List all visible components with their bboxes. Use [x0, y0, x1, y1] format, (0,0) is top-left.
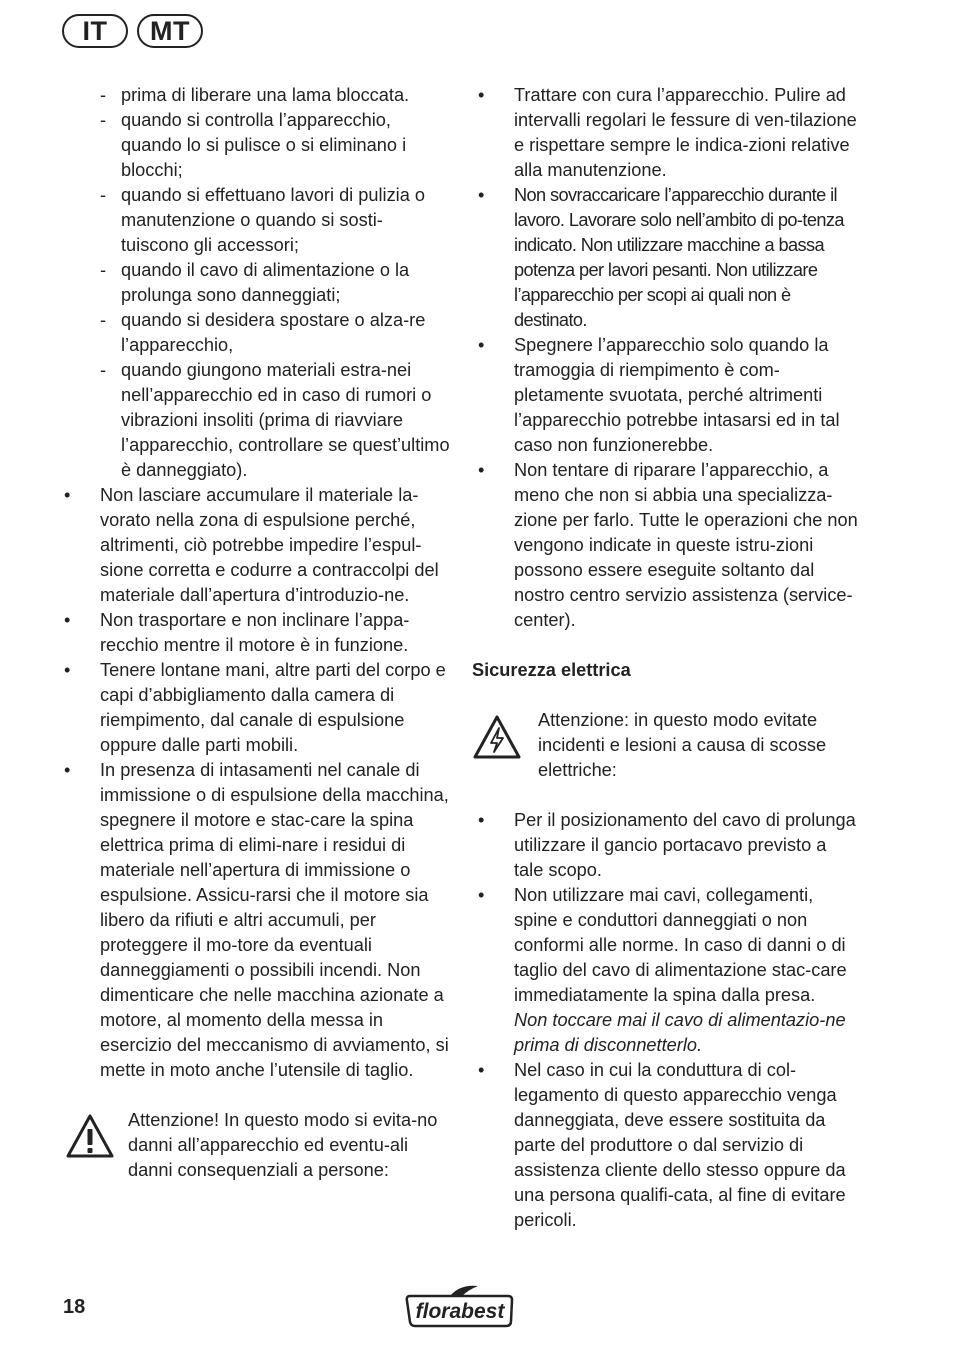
dash-item: - quando il cavo di alimentazione o la prolunga sono danneggiati;: [100, 260, 410, 305]
dash-item: - quando si desidera spostare o alza-re l’apparecchio,: [100, 310, 426, 355]
electric-notice: [472, 708, 860, 783]
lang-badge-mt: MT: [137, 14, 203, 48]
lightning-triangle-icon: [472, 714, 522, 760]
florabest-logo: [404, 1284, 516, 1328]
logo-text: florabest: [415, 1300, 505, 1323]
left-column: [58, 83, 450, 1183]
page-number: 18: [63, 1296, 86, 1318]
bullet-item: • Per il posizionamento del cavo di prolunga utilizzare il gancio portacavo previsto a tale scopo.: [478, 810, 856, 880]
bullet-item: • In presenza di intasamenti nel canale di immissione o di espulsione della macchina, spegnere il motore e stac-care la spina elettrica prima di elimi-nare i residui di materiale nell’apertura di immissione o espulsione. Assicu-rarsi che il motore sia libero da rifiuti e altri accumuli, per proteggere il mo-tore da eventuali danneggiamenti o possibili incendi. Non dimenticare che nelle macchina azionate a motore, al momento della messa in esercizio del meccanismo di avviamento, si mette in moto anche l’utensile di taglio.: [64, 760, 449, 1080]
right-column: [472, 83, 860, 1233]
caution-notice: [58, 1108, 450, 1183]
bullet-item: • Non trasportare e non inclinare l’appa-recchio mentre il motore è in funzione.: [64, 610, 410, 655]
electric-text: Attenzione: in questo modo evitate incidenti e lesioni a causa di scosse elettriche:: [538, 710, 827, 780]
dash-item: - quando si effettuano lavori di pulizia o manutenzione o quando si sosti-tuiscono gli accessori;: [100, 185, 426, 255]
lang-badge-it: IT: [62, 14, 128, 48]
bullet-item: • Tenere lontane mani, altre parti del corpo e capi d’abbigliamento dalla camera di riempimento, dal canale di espulsione oppure dalle parti mobili.: [64, 660, 446, 755]
bullet-item: • Spegnere l’apparecchio solo quando la tramoggia di riempimento è com-pletamente svuotata, perché altrimenti l’apparecchio potrebbe intasarsi ed in tal caso non funzionerebbe.: [478, 335, 840, 455]
bullet-item: • Non utilizzare mai cavi, collegamenti, spine e conduttori danneggiati o non conformi alle norme. In caso di danni o di taglio del cavo di alimentazione stac-care immediatamente la spina dalla presa. Non toccare mai il cavo di alimentazio-ne prima di disconnetterlo.: [472, 883, 860, 1058]
exclamation-triangle-icon: [65, 1113, 115, 1159]
italic-note: Non toccare mai il cavo di alimentazio-ne prima di disconnetterlo.: [514, 1010, 846, 1055]
bullet-item: • Non tentare di riparare l’apparecchio, a meno che non si abbia una specializza-zione per farlo. Tutte le operazioni che non vengono indicate in queste istru-zioni possono essere eseguite soltanto dal nostro centro servizio assistenza (service-center).: [478, 460, 858, 630]
bullet-item: • Non lasciare accumulare il materiale la-vorato nella zona di espulsione perché, altrimenti, ciò potrebbe impedire l’espul-sione corretta e codurre a contraccolpi del materiale dall’apertura d’introduzio-ne.: [64, 485, 439, 605]
dash-item: - quando giungono materiali estra-nei nell’apparecchio ed in caso di rumori o vibrazioni insoliti (prima di riavviare l’apparecchio, controllare se quest’ultimo è danneggiato).: [100, 360, 450, 480]
dash-item: - quando si controlla l’apparecchio, quando lo si pulisce o si eliminano i blocchi;: [100, 110, 407, 180]
dash-item: - prima di liberare una lama bloccata.: [100, 85, 410, 105]
section-heading: Sicurezza elettrica: [472, 660, 631, 680]
caution-text: Attenzione! In questo modo si evita-no danni all’apparecchio ed eventu-ali danni consequenziali a persone:: [128, 1110, 438, 1180]
bullet-item: • Non sovraccaricare l’apparecchio durante il lavoro. Lavorare solo nell’ambito di po-tenza indicato. Non utilizzare macchine a bassa potenza per lavori pesanti. Non utilizzare l’apparecchio per scopi ai quali non è destinato.: [478, 185, 844, 330]
bullet-item: • Trattare con cura l’apparecchio. Pulire ad intervalli regolari le fessure di ven-tilazione e rispettare sempre le indica-zioni relative alla manutenzione.: [478, 85, 857, 180]
bullet-item: • Nel caso in cui la conduttura di col-legamento di questo apparecchio venga danneggiata, deve essere sostituita da parte del produttore o dal servizio di assistenza cliente dello stesso oppure da una persona qualifi-cata, al fine di evitare pericoli.: [478, 1060, 846, 1230]
